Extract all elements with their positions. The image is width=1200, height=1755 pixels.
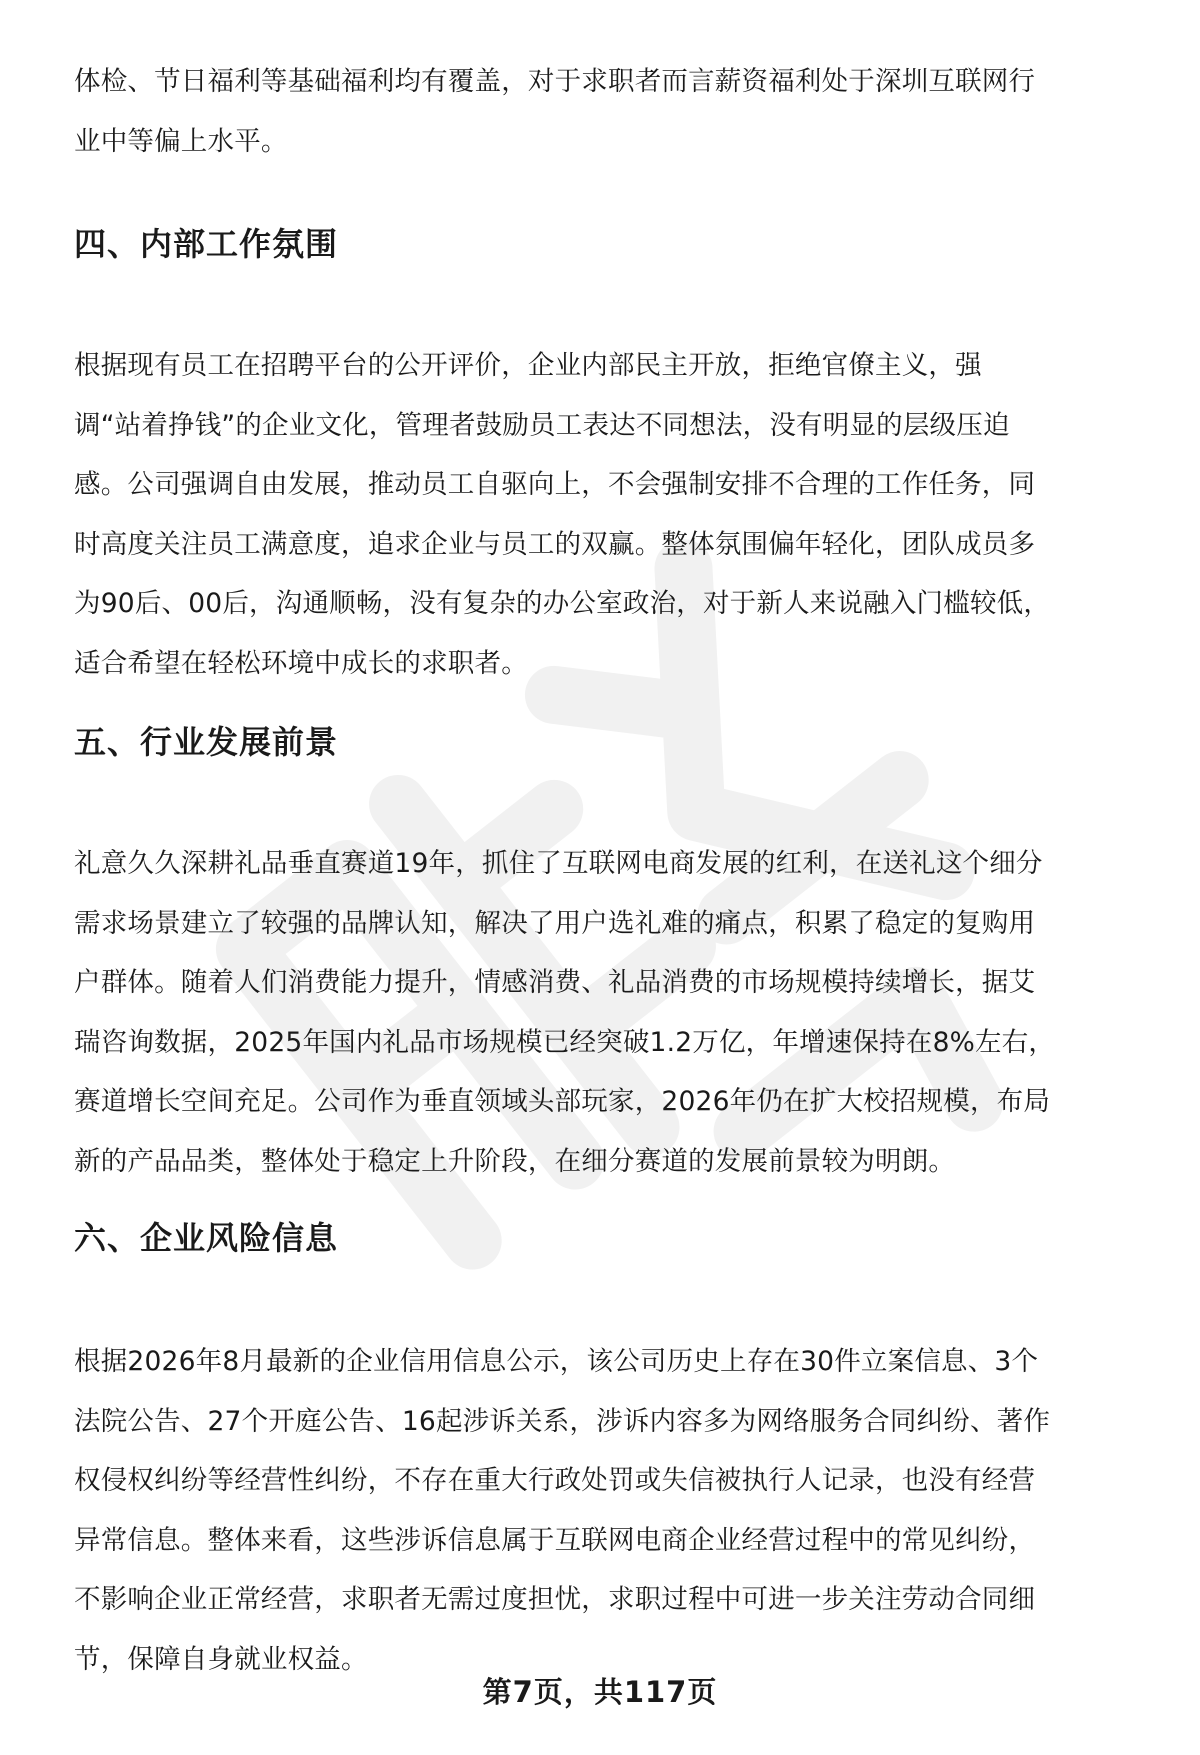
section-paragraph-industry-outlook <box>74 834 1055 1191</box>
paragraph-line: 节，保障自身就业权益。 <box>74 1643 368 1675</box>
paragraph-line: 时高度关注员工满意度，追求企业与员工的双赢。整体氛围偏年轻化，团队成员多 <box>74 528 1036 560</box>
page-number: 第7页，共117页 <box>482 1675 718 1709</box>
paragraph-line: 权侵权纠纷等经营性纠纷，不存在重大行政处罚或失信被执行人记录，也没有经营 <box>74 1465 1036 1496</box>
section-paragraph-risk-info <box>74 1332 1050 1689</box>
paragraph-line: 赛道增长空间充足。公司作为垂直领域头部玩家，2026年仍在扩大校招规模，布局 <box>74 1086 1051 1117</box>
paragraph-line: 户群体。随着人们消费能力提升，情感消费、礼品消费的市场规模持续增长，据艾 <box>74 967 1036 998</box>
paragraph-line: 感。公司强调自由发展，推动员工自驱向上，不会强制安排不合理的工作任务，同 <box>74 469 1036 500</box>
paragraph-line: 为90后、00后，沟通顺畅，没有复杂的办公室政治，对于新人来说融入门槛较低， <box>74 588 1051 619</box>
paragraph-line: 根据2026年8月最新的企业信用信息公示，该公司历史上存在30件立案信息、3个 <box>74 1346 1039 1377</box>
paragraph-line: 不影响企业正常经营，求职者无需过度担忧，求职过程中可进一步关注劳动合同细 <box>74 1584 1036 1615</box>
paragraph-line: 礼意久久深耕礼品垂直赛道19年，抓住了互联网电商发展的红利，在送礼这个细分 <box>74 848 1043 879</box>
paragraph-line: 新的产品品类，整体处于稳定上升阶段，在细分赛道的发展前景较为明朗。 <box>74 1145 956 1177</box>
paragraph-line: 根据现有员工在招聘平台的公开评价，企业内部民主开放，拒绝官僚主义，强 <box>74 350 982 381</box>
section-heading-risk-info: 六、企业风险信息 <box>74 1219 339 1257</box>
paragraph-line: 调“站着挣钱”的企业文化，管理者鼓励员工表达不同想法，没有明显的层级压迫 <box>74 409 1010 441</box>
section-heading-work-atmosphere: 四、内部工作氛围 <box>74 225 339 263</box>
paragraph-line: 异常信息。整体来看，这些涉诉信息属于互联网电商企业经营过程中的常见纠纷， <box>74 1524 1036 1556</box>
section-heading-industry-outlook: 五、行业发展前景 <box>74 723 339 761</box>
paragraph-line: 瑞咨询数据，2025年国内礼品市场规模已经突破1.2万亿，年增速保持在8%左右， <box>74 1026 1056 1058</box>
paragraph-line: 适合希望在轻松环境中成长的求职者。 <box>74 647 528 679</box>
paragraph-line: 法院公告、27个开庭公告、16起涉诉关系，涉诉内容多为网络服务合同纠纷、著作 <box>74 1405 1051 1437</box>
section-paragraph-work-atmosphere <box>74 336 1050 693</box>
paragraph-line: 体检、节日福利等基础福利均有覆盖，对于求职者而言薪资福利处于深圳互联网行 <box>74 66 1036 97</box>
paragraph-line: 业中等偏上水平。 <box>74 125 288 157</box>
paragraph-line: 需求场景建立了较强的品牌认知，解决了用户选礼难的痛点，积累了稳定的复购用 <box>74 907 1036 939</box>
intro-paragraph <box>74 52 1035 171</box>
